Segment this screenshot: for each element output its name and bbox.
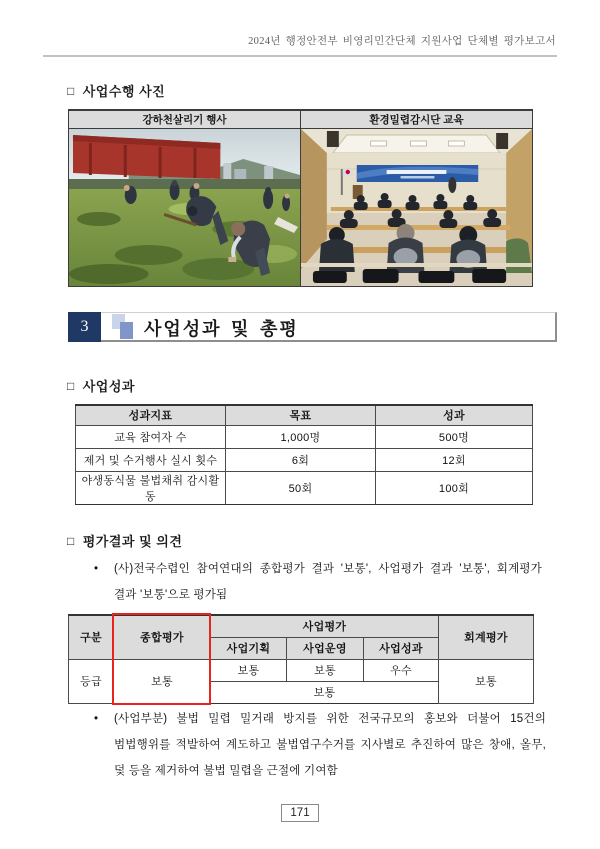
evaluation-title: 평가결과 및 의견 [82, 534, 183, 549]
eval-col-business: 사업평가 [211, 615, 439, 637]
table-row [76, 471, 533, 504]
table-row [69, 659, 534, 681]
deco-square-dark-icon [120, 322, 133, 339]
table-row [76, 425, 533, 448]
eval-operation-grade: 보통 [287, 659, 364, 681]
perf-cell: 야생동식물 불법채취 감시활동 [76, 471, 226, 504]
eval-col-accounting: 회계평가 [439, 615, 534, 659]
eval-accounting-grade: 보통 [439, 659, 534, 703]
photo-table [68, 109, 533, 287]
section3-title: 사업성과 및 총평 [144, 319, 299, 339]
performance-table [75, 404, 533, 505]
evaluation-table-wrap [68, 614, 533, 704]
performance-title: 사업성과 [82, 379, 135, 394]
photos-section-heading [67, 81, 165, 100]
perf-col-target: 목표 [226, 405, 376, 425]
photo-river-cleanup [69, 128, 301, 286]
square-bullet-icon: □ [67, 379, 75, 393]
photo-education-session [301, 128, 533, 286]
perf-cell: 50회 [226, 471, 376, 504]
evaluation-heading [67, 531, 182, 550]
section3-number: 3 [68, 312, 101, 342]
eval-col-operation: 사업운영 [287, 637, 364, 659]
eval-col-overall: 종합평가 [114, 615, 211, 659]
eval-plan-grade: 보통 [211, 659, 287, 681]
eval-business-total-grade: 보통 [211, 681, 439, 703]
section3-banner [68, 312, 557, 342]
square-bullet-icon: □ [67, 534, 75, 548]
header-rule [43, 55, 557, 57]
eval-col-plan: 사업기획 [211, 637, 287, 659]
perf-col-indicator: 성과지표 [76, 405, 226, 425]
photo-education-session-image [301, 129, 532, 286]
eval-row-label: 등급 [69, 659, 114, 703]
perf-cell: 1,000명 [226, 425, 376, 448]
perf-cell: 500명 [376, 425, 533, 448]
table-row [76, 448, 533, 471]
evaluation-summary-text: (사)전국수렵인 참여연대의 종합평가 결과 '보통', 사업평가 결과 '보통', 회계평가 결과 '보통'으로 평가됨 [114, 563, 542, 601]
photo-caption-left: 강하천살리기 행사 [69, 110, 301, 128]
page-number: 171 [281, 804, 318, 822]
evaluation-table [68, 614, 534, 704]
bullet-icon: • [94, 713, 99, 725]
perf-cell: 100회 [376, 471, 533, 504]
bullet-icon: • [94, 563, 99, 575]
square-bullet-icon: □ [67, 84, 75, 98]
evaluation-summary-bullet [90, 556, 542, 608]
eval-overall-grade: 보통 [114, 659, 211, 703]
business-opinion-text: (사업부분) 불법 밀렵 밀거래 방지를 위한 전국규모의 홍보와 더불어 15건의 범법행위를 적발하여 계도하고 불법엽구수거를 지사별로 추진하여 많은 창애, 올무, 덫 등을 제거하여 불법 밀렵을 근절에 기여함 [114, 713, 546, 777]
photo-river-cleanup-image [69, 129, 300, 286]
eval-col-result: 사업성과 [364, 637, 439, 659]
business-opinion-bullet [90, 706, 546, 784]
perf-col-result: 성과 [376, 405, 533, 425]
perf-cell: 교육 참여자 수 [76, 425, 226, 448]
perf-cell: 제거 및 수거행사 실시 횟수 [76, 448, 226, 471]
photo-caption-right: 환경밀렵감시단 교육 [301, 110, 533, 128]
performance-heading [67, 376, 135, 395]
running-header: 2024년 행정안전부 비영리민간단체 지원사업 단체별 평가보고서 [248, 36, 556, 47]
photos-section-title: 사업수행 사진 [82, 84, 166, 99]
eval-result-grade: 우수 [364, 659, 439, 681]
page-number-container [0, 803, 600, 822]
perf-cell: 12회 [376, 448, 533, 471]
perf-cell: 6회 [226, 448, 376, 471]
eval-col-gubun: 구분 [69, 615, 114, 659]
